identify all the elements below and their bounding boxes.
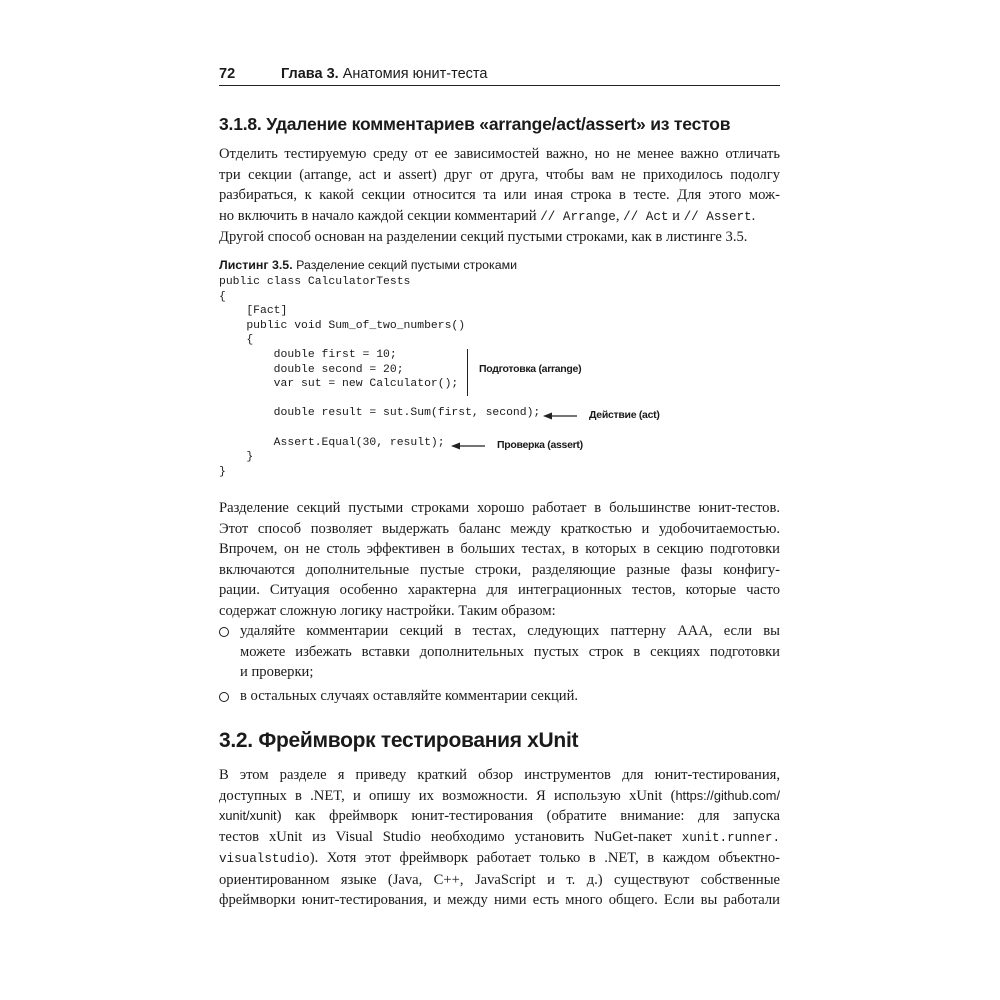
list-item: [219, 686, 780, 707]
inline-code: xunit.runner.: [681, 830, 780, 845]
paragraph-intro: [219, 144, 780, 248]
paragraph-line: В этом разделе я приведу краткий обзор инструментов для юнит-тестирования,: [219, 767, 780, 783]
github-link[interactable]: https://github.com/: [675, 787, 780, 803]
running-head: [219, 64, 780, 84]
paragraph-line: разбираться, к какой секции относится та или иная строка в тесте. Для этого мож-: [219, 187, 780, 203]
header-rule: [219, 85, 780, 86]
github-link[interactable]: xunit/xunit: [219, 808, 277, 823]
chapter-title: Анатомия юнит-теста: [342, 66, 488, 82]
paragraph-line: [219, 827, 780, 849]
paragraph-line: рации. Ситуация особенно характерна для интеграционных тестов, которые часто: [219, 582, 780, 598]
paragraph-line: три секции (arrange, act и assert) друг от друга, чтобы вам не приходилось подолгу: [219, 166, 780, 183]
paragraph-text: ). Хотя этот фреймворк работает только в .NET, в каждом объектно-: [309, 850, 780, 866]
paragraph-text: ) как фреймворк юнит-тестирования (обратите внимание: для запуска: [276, 808, 780, 824]
annotation-assert: Проверка (assert): [497, 439, 583, 451]
paragraph-text: но включить в начало каждой секции комментарий: [219, 207, 541, 224]
listing-caption: [219, 257, 517, 273]
paragraph-line: Разделение секций пустыми строками хорошо работает в большинстве юнит-тестов.: [219, 500, 780, 516]
code-listing: public class CalculatorTests { [Fact] public void Sum_of_two_numbers() { double first = 10; double second = 20; var sut = new Calculator(); double result = sut.Sum(first, second); Assert.Equal(30, result); } }: [219, 276, 541, 478]
arrow-left-icon: [543, 412, 577, 420]
paragraph-line: [219, 848, 780, 870]
paragraph-line: фреймворки юнит-тестирования, и между ними есть много общего. Если вы работали: [219, 892, 780, 908]
inline-code: // Act: [623, 209, 669, 224]
paragraph-line: включаются дополнительные пустые строки, разделяющие разные фазы конфигу-: [219, 561, 780, 578]
section-heading-3-1-8: 3.1.8. Удаление комментариев «arrange/act/assert» из тестов: [219, 114, 731, 134]
paragraph-text: ,: [615, 207, 624, 224]
list-item-line: и проверки;: [240, 664, 314, 680]
list-item: [219, 621, 780, 683]
paragraph-text: .: [751, 207, 756, 224]
paragraph-xunit: [219, 765, 780, 911]
paragraph-line: [219, 206, 780, 228]
arrow-left-icon: [451, 442, 485, 450]
circle-bullet-icon: [219, 692, 229, 702]
inline-code: // Assert: [683, 209, 752, 224]
paragraph-line: [219, 806, 780, 827]
circle-bullet-icon: [219, 627, 229, 637]
paragraph-line: Другой способ основан на разделении секций пустыми строками, как в листинге 3.5.: [219, 229, 748, 245]
paragraph-line: Впрочем, он не столь эффективен в больших тестах, в которых в секцию подготовки: [219, 541, 780, 557]
paragraph-line: Этот способ позволяет выдержать баланс между краткостью и удобочитаемостью.: [219, 520, 780, 537]
listing-title: Разделение секций пустыми строками: [292, 258, 518, 272]
paragraph-line: Отделить тестируемую среду от ее зависимостей важно, но не менее важно отличать: [219, 146, 780, 162]
paragraph-line: содержат сложную логику настройки. Таким образом:: [219, 602, 556, 619]
page-number: 72: [219, 66, 236, 82]
annotation-arrange: Подготовка (arrange): [479, 363, 582, 375]
chapter-label: Глава 3.: [281, 66, 339, 82]
inline-code: visualstudio: [219, 852, 310, 866]
list-item-line: удаляйте комментарии секций в тестах, следующих паттерну AAA, если вы: [240, 623, 780, 639]
annotation-act: Действие (act): [589, 409, 660, 421]
paragraph-text: доступных в .NET, и опишу их возможности. Я использую xUnit (: [219, 787, 676, 804]
paragraph-line: [219, 786, 780, 807]
section-heading-3-2: 3.2. Фреймворк тестирования xUnit: [219, 729, 579, 752]
paragraph-text: тестов xUnit из Visual Studio необходимо установить NuGet-пакет: [219, 828, 682, 845]
inline-code: // Arrange: [540, 209, 616, 224]
arrange-bracket: [467, 349, 468, 396]
list-item-line: в остальных случаях оставляйте комментарии секций.: [240, 687, 579, 704]
paragraph-line: ориентированном языке (Java, C++, JavaScript и т. д.) существуют собственные: [219, 871, 780, 888]
listing-label: Листинг 3.5.: [219, 258, 293, 272]
list-item-line: можете избежать вставки дополнительных пустых строк в секциях подготовки: [240, 643, 780, 660]
bullet-list: [219, 621, 780, 706]
paragraph-after-listing: [219, 498, 780, 621]
paragraph-text: и: [668, 207, 684, 224]
